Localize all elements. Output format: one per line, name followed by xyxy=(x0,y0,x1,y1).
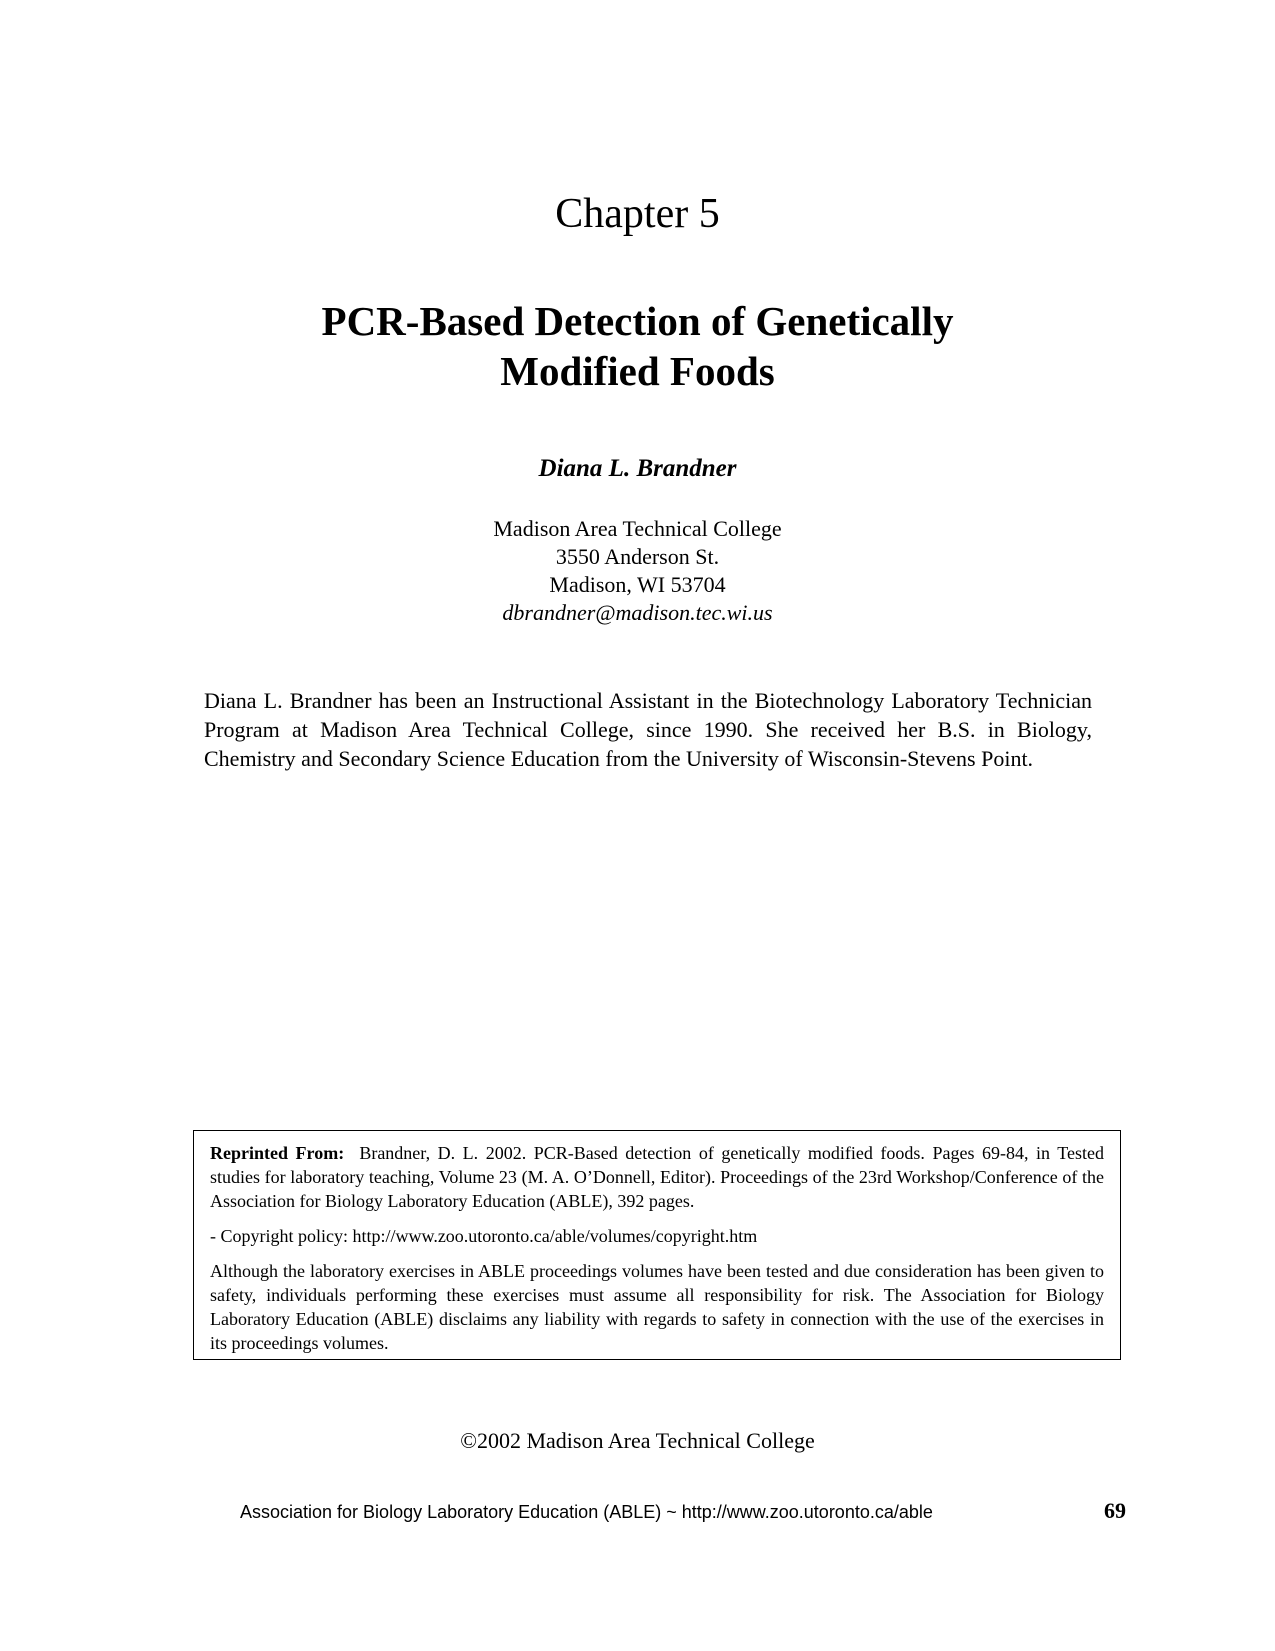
page-number: 69 xyxy=(1104,1498,1126,1523)
author-affiliation xyxy=(0,515,1275,627)
paper-title-line-2: Modified Foods xyxy=(500,348,775,394)
author-bio: Diana L. Brandner has been an Instructional Assistant in the Biotechnology Laboratory Technician Program at Madison Area Technical College, since 1990. She received her B.S. in Biology, Chemistry and Secondary Science Education from the University of Wisconsin-Stevens Point. xyxy=(204,688,1092,771)
paper-title-line-1: PCR-Based Detection of Genetically xyxy=(321,298,954,344)
affiliation-street: 3550 Anderson St. xyxy=(555,544,720,569)
author-email: dbrandner@madison.tec.wi.us xyxy=(502,600,773,625)
paper-title xyxy=(0,296,1275,396)
copyright-policy: - Copyright policy: http://www.zoo.utoronto.ca/able/volumes/copyright.htm xyxy=(210,1226,758,1246)
reprint-lead: Reprinted From: xyxy=(210,1143,345,1163)
safety-disclaimer: Although the laboratory exercises in ABLE proceedings volumes have been tested and due consideration has been given to safety, individuals performing these exercises must assume all responsibility for risk. The Association for Biology Laboratory Education (ABLE) disclaims any liability with regards to safety in connection with the use of the exercises in its proceedings volumes. xyxy=(210,1261,1104,1353)
copyright-notice: ©2002 Madison Area Technical College xyxy=(460,1428,815,1453)
affiliation-city: Madison, WI 53704 xyxy=(549,572,726,597)
reprint-citation-paragraph xyxy=(210,1141,1104,1213)
chapter-heading: Chapter 5 xyxy=(555,191,720,237)
footer-text: Association for Biology Laboratory Education (ABLE) ~ http://www.zoo.utoronto.ca/able xyxy=(240,1502,933,1522)
affiliation-institution: Madison Area Technical College xyxy=(493,516,782,541)
reprint-citation: Brandner, D. L. 2002. PCR-Based detection of genetically modified foods. Pages 69-84, in Tested studies for laboratory teaching, Volume 23 (M. A. O’Donnell, Editor). Proceedings of the 23rd Workshop/Conference of the Association for Biology Laboratory Education (ABLE), 392 pages. xyxy=(210,1143,1104,1211)
reprint-notice-box xyxy=(193,1130,1121,1360)
author-name: Diana L. Brandner xyxy=(538,455,737,482)
